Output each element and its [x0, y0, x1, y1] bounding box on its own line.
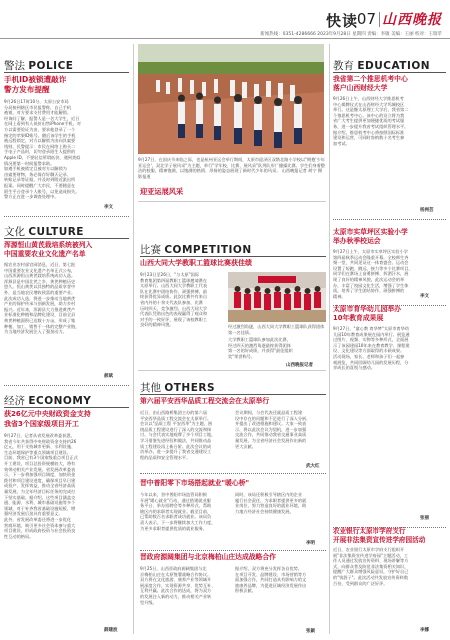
body-line: 建设和运营，可同时容纳数十名考生参	[333, 135, 405, 141]
headline-photo-news: 迎亚运展风采	[140, 187, 184, 196]
body-line: 效带动相关产业发展。省发展改革委表	[4, 466, 76, 472]
body-line: 9月23日至26日，"与太原"国际	[140, 272, 200, 277]
header-rule	[0, 38, 450, 39]
body-line: 据介绍，推思机考中心将按照国际标准	[333, 129, 405, 135]
section-label-competition: 比赛 COMPETITION	[140, 244, 252, 256]
body-line: 为当地经济发展注入了强劲动力。	[4, 329, 67, 335]
body-line: 9月26日17时10分，太原公安市局	[4, 99, 69, 104]
body-line: 会议期间，与会代表还就品质工程建	[235, 410, 303, 415]
body-line: 历时四天，竞争激烈。山西大同大学	[140, 305, 208, 311]
body-line: 被远程锁定，对方以解锁为由向其索要	[4, 138, 76, 144]
body-line: 近日，农业银行太原市学府支行组织开	[333, 547, 405, 552]
photo-caption-basketball: 经过激烈角逐，山西大同大学教职工篮球队获得团体第一名佳绩。	[228, 324, 325, 335]
body-line: 旅康养品牌，为促进区域经济发展作出	[235, 582, 307, 588]
section-divider	[138, 201, 326, 202]
body-line: 9月26日上午，山西财经大学推思机考	[333, 96, 404, 101]
article-body-economy	[4, 433, 129, 623]
body-line: 质，培养了学生团结协作、顽强拼搏的	[333, 288, 405, 294]
body-line: 双方将在文化旅游、康养产业等领域开	[140, 577, 212, 583]
body-line: 报案。同时提醒广大市民，不要随意在	[4, 182, 76, 188]
body-line: 下坚实基础。据介绍，这些项目涵盖交	[4, 494, 76, 500]
body-line: 设置了短跑、跳远、接力等多个比赛项目，	[333, 265, 413, 271]
headline-culture: 浑源恒山黄芪栽培系统被列入 中国重要农业文化遗产名单	[4, 241, 93, 258]
body-line: 生态环境保护等重点领域项目建设。	[4, 449, 72, 455]
body-line: 更大贡献。	[235, 443, 256, 449]
body-line: 代表队凭借出色的表现赢得了观众和	[140, 311, 208, 317]
body-line: 精神。	[333, 293, 346, 299]
body-line: 黄芪种植面积已达数十万亩，形成了集	[4, 317, 76, 323]
body-line: 务平台、举办招聘会等多种形式，帮助	[140, 503, 212, 509]
author-competition: 山西晚报记者	[286, 363, 313, 368]
author-education-4: 李娜	[420, 628, 429, 633]
article-body-others-2a	[140, 492, 230, 534]
body-line: 9月25日，山西晋政府源阔集团与北	[140, 566, 207, 571]
body-line: 加考试。	[333, 140, 350, 146]
section-underline	[140, 394, 326, 395]
body-line: 活动现场，家长、老师和孩子们一起参	[333, 353, 405, 359]
body-line: 教育集团第四届教职工篮球邀请赛在	[140, 277, 208, 283]
body-line: 据介绍，双方将充分发挥各自优势，	[235, 566, 303, 571]
body-line: 第四届秋季运动会隆重开幕。全校师生齐	[333, 254, 409, 260]
body-line: 享成长的喜悦与感动。	[333, 365, 375, 371]
body-line: 在网上看到有人低价出售iPhone手机，对	[4, 121, 81, 127]
headline-others-1: 第六届平安西华品质工程交流会在太原举行	[140, 397, 270, 405]
body-line: 面加强合作，共同打造具有影响力的文	[235, 577, 307, 583]
body-line: 奖"荣誉称号。	[228, 353, 256, 359]
body-line: 程的品质和安全管理水平。	[140, 454, 191, 460]
body-line: 分局接到辖区市民报警称，自己手机	[4, 104, 72, 110]
author-others-3: 张颖	[306, 629, 315, 634]
page-number: 07	[356, 10, 376, 28]
body-line: 第一名的好成绩，并获得"最佳组织	[228, 348, 293, 354]
section-divider	[4, 379, 129, 386]
body-line: 项目建设，形成政府投资与社会投资良	[4, 528, 76, 534]
headline-education-2: 太原市实草坪区实验小学 举办秋季校运会	[333, 228, 408, 245]
body-line: 营商环境，吸引更多社会资本参与重大	[4, 522, 76, 528]
body-line: 交流合作，共同推动我省交通事业高质	[235, 432, 307, 438]
body-line: 钱财。民警提示：市民在网络上购买二	[4, 143, 76, 149]
body-line: 如遇手机被锁定且被对方以解锁为	[4, 166, 67, 172]
body-line: 省内外的十余支代表队参加，比赛	[140, 299, 203, 305]
header-divider	[379, 12, 380, 27]
body-line: 举行。这是继太原理工大学后，我省第二	[333, 107, 409, 113]
article-body-education-3	[333, 326, 446, 414]
body-line: 的发展注入新的动力，推动相关产业转	[140, 593, 212, 599]
author-education-1: 杨洲芸	[420, 208, 434, 213]
body-line: 绕品质工程建设进行了深入的交流和探	[140, 426, 212, 432]
body-line: 经过四天的激烈角逐最终获得团体	[228, 342, 291, 348]
section-label-economy: 经济 ECONOMY	[4, 395, 92, 407]
section-label-others: 其他 OTHERS	[140, 382, 216, 394]
author-others-1: 武大红	[306, 464, 320, 469]
newspaper-logo: 山西晚报	[382, 12, 442, 28]
body-line: 为更多求职者提供优质的就业服务。	[140, 525, 208, 531]
page-header	[0, 0, 450, 44]
body-line: 手电子产品时，切勿登录陌生人提供的	[4, 149, 76, 155]
section-underline	[4, 407, 129, 408]
body-line: 陌生平台登录个人账号，以免造成损失。	[4, 188, 80, 194]
body-line: 的"钱袋子"。此次活动共发放宣传资料数	[333, 574, 409, 580]
body-line: 省广大考生提供更加便捷优质的考试服	[333, 118, 405, 124]
body-line: 力地方经济社会持续健康发展。	[235, 508, 294, 514]
author-education-3: 张丽	[420, 516, 429, 521]
body-line: 型升级。	[140, 599, 157, 605]
headline-education-1: 我省第二个推思机考中心 落户山西财经大学	[333, 75, 408, 92]
body-line: 通、能源、水利、城市基础设施等多个	[4, 500, 76, 506]
body-line: 设中存在的问题和不足进行了深入分析，	[235, 415, 311, 421]
body-line: 9月27日，"童心教 育华梦"太原市育华幼	[333, 326, 409, 331]
body-line: 业标准化种植和品牌化建设，目前全县	[4, 312, 76, 318]
body-line: 展"非法集资宣传进学府园"主题活动，工	[333, 552, 409, 558]
section-divider	[4, 210, 129, 217]
body-line: 过图片、视频、实物等多种形式，全面展	[333, 337, 409, 343]
body-line: 履行社会责任，为求职者提供更多的就	[235, 497, 307, 503]
author-education-2: 李文	[420, 294, 429, 299]
section-underline	[4, 72, 129, 73]
article-body-education-4	[333, 547, 446, 623]
body-line: 业岗位，努力营造良好的就业环境，助	[235, 503, 307, 509]
body-line: 山西浑源恒山黄芪栽培系统成功入选。	[4, 273, 76, 279]
body-line: 观展览，共同回顾幼儿园的发展历程，分	[333, 359, 409, 365]
body-line: 京梅柏山庄在太原签署战略合作协议。	[140, 571, 212, 577]
article-body-others-2b	[235, 492, 326, 534]
article-body-others-1a	[140, 410, 230, 462]
author-police: 李文	[104, 205, 113, 210]
body-line: 被锁，对方要求支付费用才能解锁。	[4, 110, 72, 116]
photo-caption: 9月27日，在国庆节来临之际，也是杭州亚运会举行期间，太原市迎泽区双塔北路小学校以"拥抱'少年亚运会'，双北学子展风采"为主题，举行"学军校、比赛、展风采"队列队形广播操比赛。学生们身着整洁的校服，精神饱满，以饱满的热情、昂扬的姿态展现了新时代少年的风采。 山西晚报记者 胡宁 摄影报道	[138, 157, 325, 179]
body-line: 已帮助数百名求职者成功就业。该局负	[140, 514, 212, 520]
body-line: 百份，受到群众的广泛好评。	[333, 580, 388, 586]
section-underline	[333, 72, 446, 73]
photo-basketball-team	[228, 272, 326, 322]
body-line: 拨付和项目建设进度，确保项目早日建	[4, 477, 76, 483]
body-line: 终获得优异成绩。此次比赛共有来自	[140, 294, 208, 300]
body-line: 并提出了改进措施和建议。大家一致表	[235, 421, 307, 427]
column-rule-right	[329, 44, 330, 634]
body-line: 同学们在赛场上奋勇拼搏、挥洒汗水，展	[333, 271, 409, 277]
section-divider	[140, 467, 326, 474]
article-body-others-1b	[235, 410, 326, 462]
section-label-education: 教育 EDUCATION	[333, 60, 431, 72]
author-economy: 薛建波	[104, 628, 118, 633]
column-rule-left	[133, 44, 134, 634]
body-line: 领域，对于补齐我省基础设施短板、增	[4, 505, 76, 511]
body-line: 指定的苹果ID账号。随后该学生的手机	[4, 132, 76, 138]
body-line: 大学教职工篮球队参加此次比赛，	[228, 337, 291, 342]
body-line: 悠久。恒山黄芪以其独特的品质享誉中	[4, 284, 76, 290]
body-line: 展深度合作，实现资源共享、优势互补、	[140, 582, 216, 588]
body-line: 功举办，进一步提升了我省交通建设工	[140, 449, 212, 455]
body-line: 外，是当地农民增收致富的重要产业。	[4, 289, 76, 295]
body-line: 质工程建设再上新台阶。此次会议的成	[140, 443, 212, 449]
body-line: 良好的精神风貌。	[140, 322, 174, 328]
body-line: 办，丰富了校园文化生活，增强了学生体	[333, 282, 409, 288]
headline-others-3: 晋政府源阔集团与北京梅柏山庄达成战略合作	[140, 553, 276, 561]
body-line: 队在比赛中团结协作、顽强拼搏，最	[140, 288, 208, 294]
body-line: 儿园10年教育成果展在园内举行。展览通	[333, 331, 410, 337]
article-body-competition-cont	[228, 337, 326, 361]
article-body-others-3b	[235, 566, 326, 628]
body-line: 方以需要验证为由，要求他登录了一个	[4, 126, 76, 132]
body-line: 强经济发展后劲具有重要意义。	[4, 511, 63, 517]
article-body-others-3a	[140, 566, 230, 628]
body-line: 警方正在进一步调查处理中。	[4, 194, 59, 200]
author-others-2: 李明	[306, 541, 315, 546]
article-body-police	[4, 99, 129, 202]
body-line: 会议以"品质工程 平安西华"为主题，围	[140, 421, 213, 427]
body-line: 今年以来，晋中普阳市场监管局积极	[140, 492, 208, 497]
section-divider	[333, 213, 446, 220]
headline-economy: 获26亿元中央财政资金支持 我省3个国家级项目开工	[4, 410, 91, 428]
body-line: 式，向群众普及防范非法集资相关知识，	[333, 563, 409, 569]
body-line: 聚一堂，共同见证这一体育盛会。运动会	[333, 260, 409, 266]
body-line: 个推思机考中心。该中心的设立将为我	[333, 112, 405, 118]
headline-police: 手机ID被锁遭敲诈 警方发布提醒	[4, 75, 67, 94]
body-line: 同时，该局还积极引导辖区内的企业	[235, 492, 303, 497]
body-line: 学习借鉴先进经验和做法，共同推动品	[140, 437, 212, 443]
article-body-culture	[4, 262, 129, 337]
article-body-education-1	[333, 96, 446, 196]
body-line: 开工建设，项目总投资规模较大，将有	[4, 460, 76, 466]
body-line: 9月27日上午，太原市实草坪区实验小学	[333, 249, 408, 254]
body-line: 据农业农村部官网消息，近日，第七批	[4, 262, 76, 267]
body-line: 示，下一步将加强项目调度，加快资金	[4, 472, 76, 478]
body-line: 近日，由山西路桥集团主办的第六届	[140, 410, 208, 415]
body-line: 互利共赢。此次合作的达成，将为双方	[140, 588, 212, 594]
body-line: 平安西华品质工程交流会在太原举行。	[140, 415, 212, 421]
section-underline	[4, 238, 129, 239]
headline-others-2: 晋中普阳零下市场搭起就业"暖心桥"	[140, 479, 250, 487]
body-line: 9月27日，记者从省发展改革委获悉，	[4, 433, 75, 438]
body-line: Apple ID，不要轻信所谓低价，遇到类似	[4, 154, 81, 160]
body-line: 量发展，为全年经济目标任务的完成打	[4, 488, 76, 494]
body-line: 中心揭牌仪式在山西财经大学坞城校区	[333, 101, 405, 107]
body-line: 性互动的格局。	[4, 533, 34, 539]
body-line: 情况要第一时间报警求助。	[4, 160, 55, 166]
author-culture: 郝斌	[104, 374, 113, 379]
headline-competition: 山西大同大学教职工篮球比赛获佳绩	[140, 259, 252, 267]
body-line: 提醒广大群众增强风险意识，守护好自己	[333, 569, 409, 575]
body-line: 成投产、发挥效益，推动全省经济高质	[4, 483, 76, 489]
body-line: 责人表示，下一步将继续加大工作力度，	[140, 519, 216, 525]
section-divider	[138, 370, 326, 371]
body-line: 中国重要农业文化遗产名单正式公布，	[4, 267, 76, 273]
body-line: 由索要财物，务必保存好聊天记录、	[4, 171, 72, 177]
body-line: 现了良好的精神风貌。此次运动会的举	[333, 276, 405, 282]
section-underline	[140, 256, 326, 257]
body-line: 辖区内的求职者实现就业。截至目前，	[140, 508, 212, 514]
section-divider	[140, 544, 326, 551]
body-line: 经询问了解，报警人是一名大学生，近日	[4, 115, 80, 121]
body-line: 示了该园建园10年来在教育教学、课程建	[333, 342, 410, 348]
body-line: 此外，省发展改革委还将进一步优化	[4, 516, 72, 522]
headline-education-3: 太原市育华幼儿园举办 10年教育成果展	[333, 305, 401, 322]
body-line: 在项目开发、品牌建设、市场营销等方	[235, 571, 307, 577]
section-title: 快读	[325, 12, 358, 30]
body-line: 种植、加工、销售于一体的完整产业链，	[4, 323, 80, 329]
body-line: 量发展，为全省经济社会发展作出新的	[235, 437, 307, 443]
body-line: 示，将以此次会议为契机，进一步加强	[235, 426, 307, 432]
body-line: 目前，我省已有3个国家级重点项目正式	[4, 455, 78, 461]
article-body-competition	[140, 272, 224, 330]
body-line: 我省今年共获得中央财政资金支持约26	[4, 438, 77, 444]
body-line: 浑源县是中国北芪之乡，黄芪种植历史	[4, 278, 76, 284]
body-line: 积极贡献。	[235, 588, 256, 594]
body-line: 务，进一步提升我省考试组织管理水平。	[333, 123, 409, 129]
body-line: 对手的一致好评，展现了该校教职工	[140, 316, 208, 322]
article-body-education-2	[333, 249, 446, 305]
body-line: 作人员通过发放宣传资料、现场讲解等方	[333, 558, 409, 564]
body-line: 亿元，用于支持城市更新、水利设施、	[4, 444, 76, 450]
section-label-police: 警法 POLICE	[4, 60, 74, 72]
body-line: 产业的保护传承与创新发展，助力乡村	[4, 301, 76, 307]
body-line: 设、文化建设等方面取得的丰硕成果。	[333, 348, 405, 354]
body-line: 太原举行。山西大同大学教职工代表	[140, 283, 208, 289]
header-meta: 新闻热线：0351-4286666 2023年9月28日 星期四 责编：李敏 美编：王丽 校对：王瑞苹	[260, 32, 442, 37]
section-label-culture: 文化 CULTURE	[4, 226, 84, 238]
body-line: 讨。与会代表实地观摩了多个项目工地，	[140, 432, 216, 438]
photo-students-marching	[138, 44, 324, 154]
body-line: 此次成功入选，将进一步推动当地黄芪	[4, 295, 76, 301]
body-line: 转账记录等证据，并及时到附近派出所	[4, 177, 76, 183]
headline-education-4: 农业银行太原市学府支行 开展非法集资宣传进学府园活动	[333, 527, 426, 544]
body-line: 振兴。近年来，浑源县大力推进黄芪产	[4, 306, 76, 312]
body-line: 开展"暖心就业"行动，通过搭建就业服	[140, 497, 211, 503]
